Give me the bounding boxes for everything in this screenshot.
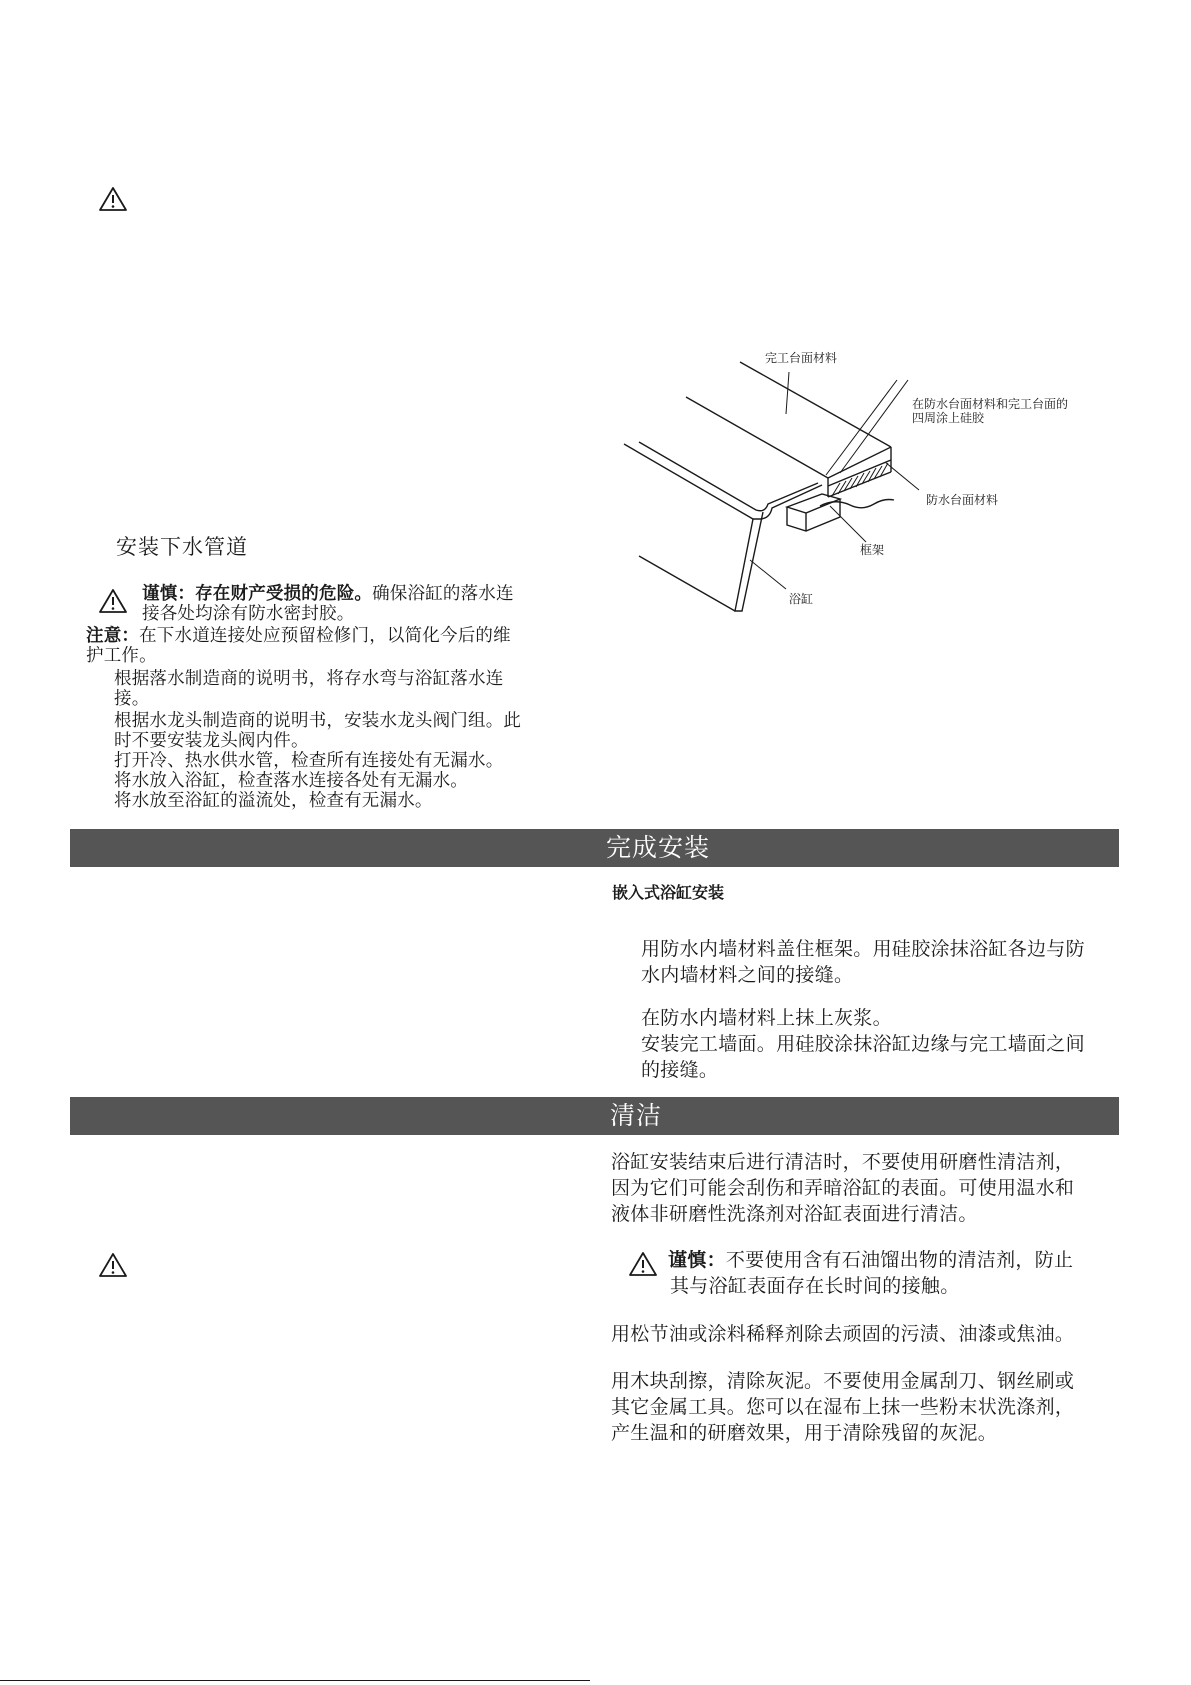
drain-section-heading: 安装下水管道 bbox=[116, 535, 248, 559]
warning-triangle-icon bbox=[98, 186, 128, 212]
diagram-label-finished-deck: 完工台面材料 bbox=[765, 351, 838, 365]
cleaning-caution-label: 谨慎： bbox=[668, 1249, 726, 1271]
drain-caution bbox=[142, 585, 514, 604]
complete-line: 的接缝。 bbox=[641, 1059, 719, 1081]
diagram-label-sealant-cont: 四周涂上硅胶 bbox=[912, 411, 985, 425]
cleaning-caution-text: 不要使用含有石油馏出物的清洁剂，防止 bbox=[725, 1249, 1074, 1271]
diagram-label-frame: 框架 bbox=[860, 543, 885, 557]
drain-step-line: 接。 bbox=[114, 689, 150, 709]
complete-line: 水内墙材料之间的接缝。 bbox=[641, 964, 854, 986]
drain-step-line: 将水放入浴缸，检查落水连接各处有无漏水。 bbox=[114, 771, 468, 791]
complete-line: 用防水内墙材料盖住框架。用硅胶涂抹浴缸各边与防 bbox=[641, 938, 1085, 960]
cleaning-para3-line: 其它金属工具。您可以在湿布上抹一些粉末状洗涤剂， bbox=[611, 1396, 1075, 1418]
tub-deck-diagram bbox=[600, 340, 1160, 630]
drain-note-text-cont: 护工作。 bbox=[86, 646, 157, 666]
cleaning-caution-text-cont: 其与浴缸表面存在长时间的接触。 bbox=[670, 1275, 960, 1297]
drain-step-line: 将水放至浴缸的溢流处，检查有无漏水。 bbox=[114, 791, 433, 811]
warning-triangle-icon bbox=[98, 1252, 128, 1278]
cleaning-intro-line: 液体非研磨性洗涤剂对浴缸表面进行清洁。 bbox=[611, 1203, 978, 1225]
warning-triangle-icon bbox=[628, 1251, 658, 1277]
section-title-cleaning: 清洁 bbox=[610, 1101, 663, 1130]
diagram-label-sealant: 在防水台面材料和完工台面的 bbox=[912, 397, 1069, 411]
drain-note bbox=[86, 627, 511, 646]
drain-step-line: 时不要安装龙头阀内件。 bbox=[114, 731, 309, 751]
section-bar-complete bbox=[70, 829, 1119, 867]
cleaning-intro-line: 因为它们可能会刮伤和弄暗浴缸的表面。可使用温水和 bbox=[611, 1177, 1075, 1199]
drain-step-line: 打开冷、热水供水管，检查所有连接处有无漏水。 bbox=[114, 751, 504, 771]
drain-note-text: 在下水道连接处应预留检修门，以简化今后的维 bbox=[139, 626, 511, 646]
complete-subheading: 嵌入式浴缸安装 bbox=[612, 883, 725, 902]
drain-caution-label: 谨慎：存在财产受损的危险。 bbox=[142, 584, 373, 604]
warning-triangle-icon bbox=[98, 588, 128, 614]
drain-step-line: 根据水龙头制造商的说明书，安装水龙头阀门组。此 bbox=[114, 711, 522, 731]
cleaning-para3-line: 产生温和的研磨效果，用于清除残留的灰泥。 bbox=[611, 1422, 998, 1444]
drain-note-label: 注意： bbox=[86, 626, 140, 646]
cleaning-para2: 用松节油或涂料稀释剂除去顽固的污渍、油漆或焦油。 bbox=[611, 1323, 1075, 1345]
drain-caution-text: 确保浴缸的落水连 bbox=[372, 584, 514, 604]
drain-caution-text-cont: 接各处均涂有防水密封胶。 bbox=[142, 604, 355, 624]
section-title-complete: 完成安装 bbox=[606, 833, 711, 862]
cleaning-caution bbox=[668, 1247, 1073, 1274]
footer-rule bbox=[0, 1680, 590, 1681]
cleaning-para3-line: 用木块刮擦，清除灰泥。不要使用金属刮刀、钢丝刷或 bbox=[611, 1370, 1075, 1392]
cleaning-intro-line: 浴缸安装结束后进行清洁时，不要使用研磨性清洁剂， bbox=[611, 1151, 1075, 1173]
diagram-label-bathtub: 浴缸 bbox=[789, 592, 814, 606]
diagram-label-waterproof-deck: 防水台面材料 bbox=[926, 493, 999, 507]
complete-line: 在防水内墙材料上抹上灰浆。 bbox=[641, 1007, 892, 1029]
section-bar-cleaning bbox=[70, 1097, 1119, 1135]
complete-line: 安装完工墙面。用硅胶涂抹浴缸边缘与完工墙面之间 bbox=[641, 1033, 1085, 1055]
drain-step-line: 根据落水制造商的说明书，将存水弯与浴缸落水连 bbox=[114, 669, 504, 689]
